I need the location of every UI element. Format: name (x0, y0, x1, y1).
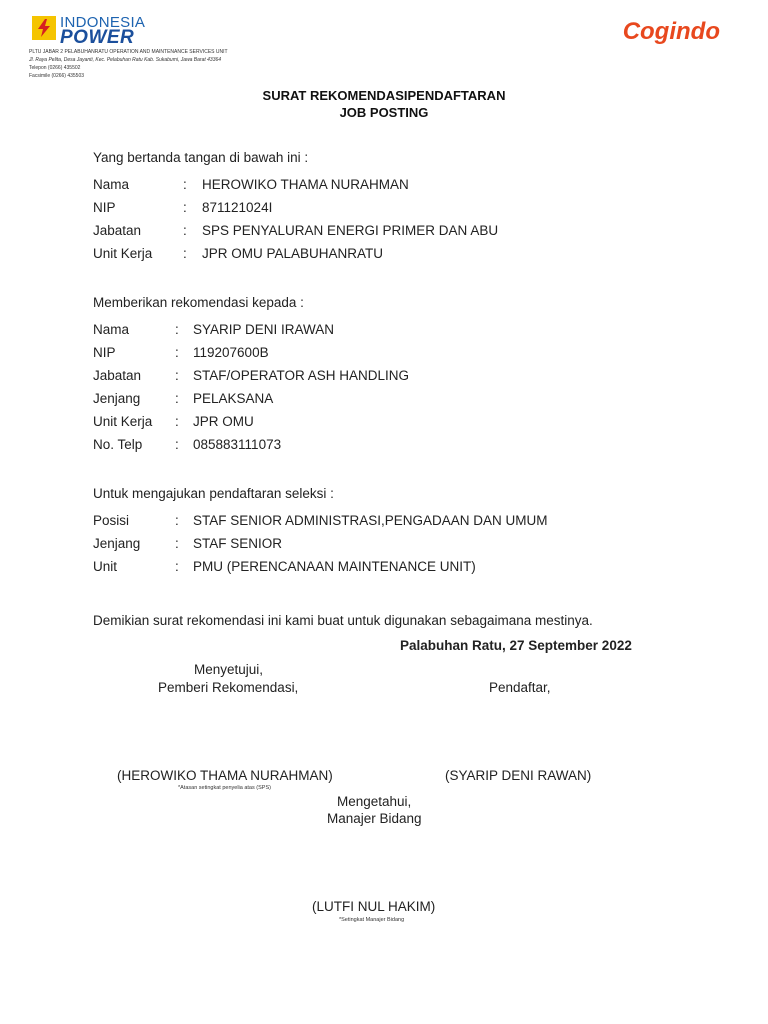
field-label: Nama (93, 177, 130, 192)
manager-role: Manajer Bidang (327, 811, 422, 826)
address-line: Telepon (0266) 435502 (29, 65, 81, 71)
field-value: STAF SENIOR (193, 536, 283, 551)
field-label: NIP (93, 345, 116, 360)
field-label: Jenjang (93, 391, 141, 406)
field-label: Unit Kerja (93, 246, 153, 261)
field-label: Nama (93, 322, 130, 337)
place-date: Palabuhan Ratu, 27 September 2022 (400, 638, 632, 653)
recommender-note: *Atasan setingkat penyelia atas (SPS) (178, 785, 271, 791)
recommender-name: (HEROWIKO THAMA NURAHMAN) (117, 768, 333, 783)
logo-line2: POWER (60, 27, 135, 48)
field-value: PELAKSANA (193, 391, 274, 406)
field-label: No. Telp (93, 437, 143, 452)
field-colon: : (183, 200, 187, 215)
field-label: Unit (93, 559, 118, 574)
registrant-role: Pendaftar, (489, 680, 551, 695)
section2-intro: Memberikan rekomendasi kepada : (93, 295, 304, 310)
registrant-name: (SYARIP DENI RAWAN) (445, 768, 592, 783)
field-value: STAF/OPERATOR ASH HANDLING (193, 368, 410, 383)
field-colon: : (175, 322, 179, 337)
field-label: Posisi (93, 513, 130, 528)
address-line: PLTU JABAR 2 PELABUHANRATU OPERATION AND MAINTENANCE SERVICES UNIT (29, 49, 228, 55)
field-colon: : (175, 345, 179, 360)
section1-intro: Yang bertanda tangan di bawah ini : (93, 150, 309, 165)
document-title: SURAT REKOMENDASIPENDAFTARAN (262, 88, 506, 103)
field-colon: : (175, 513, 179, 528)
field-label: NIP (93, 200, 116, 215)
logo-line1: INDONESIA (60, 14, 146, 31)
field-value: HEROWIKO THAMA NURAHMAN (202, 177, 409, 192)
approve-label: Menyetujui, (194, 662, 264, 677)
field-colon: : (183, 223, 187, 238)
field-colon: : (175, 391, 179, 406)
field-label: Jenjang (93, 536, 141, 551)
field-value: 119207600B (193, 345, 269, 360)
lightning-icon (32, 16, 56, 40)
indonesia-power-logo (32, 14, 146, 48)
field-colon: : (175, 559, 179, 574)
field-value: SYARIP DENI IRAWAN (193, 322, 335, 337)
address-line: Facsimile (0266) 435503 (29, 73, 85, 79)
field-colon: : (175, 368, 179, 383)
field-label: Jabatan (93, 223, 142, 238)
recommender-role: Pemberi Rekomendasi, (158, 680, 299, 695)
field-value: JPR OMU (193, 414, 254, 429)
field-value: JPR OMU PALABUHANRATU (202, 246, 384, 261)
section3-intro: Untuk mengajukan pendaftaran seleksi : (93, 486, 334, 501)
field-colon: : (183, 246, 187, 261)
field-label: Unit Kerja (93, 414, 153, 429)
manager-name: (LUTFI NUL HAKIM) (312, 899, 436, 914)
field-value: 871121024I (202, 200, 273, 215)
cogindo-logo: Cogindo (622, 18, 720, 45)
field-colon: : (175, 536, 179, 551)
field-colon: : (183, 177, 187, 192)
field-colon: : (175, 437, 179, 452)
field-value: SPS PENYALURAN ENERGI PRIMER DAN ABU (202, 223, 499, 238)
field-label: Jabatan (93, 368, 142, 383)
acknowledge-label: Mengetahui, (337, 794, 412, 809)
address-line: Jl. Raya Pelita, Desa Jayanti, Kec. Pelabuhan Ratu Kab. Sukabumi, Jawa Barat 43364 (29, 57, 222, 63)
field-value: STAF SENIOR ADMINISTRASI,PENGADAAN DAN UMUM (193, 513, 548, 528)
document-subtitle: JOB POSTING (339, 105, 429, 120)
closing-statement: Demikian surat rekomendasi ini kami buat untuk digunakan sebagaimana mestinya. (93, 613, 593, 628)
field-value: PMU (PERENCANAAN MAINTENANCE UNIT) (193, 559, 476, 574)
field-value: 085883111073 (193, 437, 282, 452)
manager-note: *Setingkat Manajer Bidang (339, 917, 405, 923)
field-colon: : (175, 414, 179, 429)
